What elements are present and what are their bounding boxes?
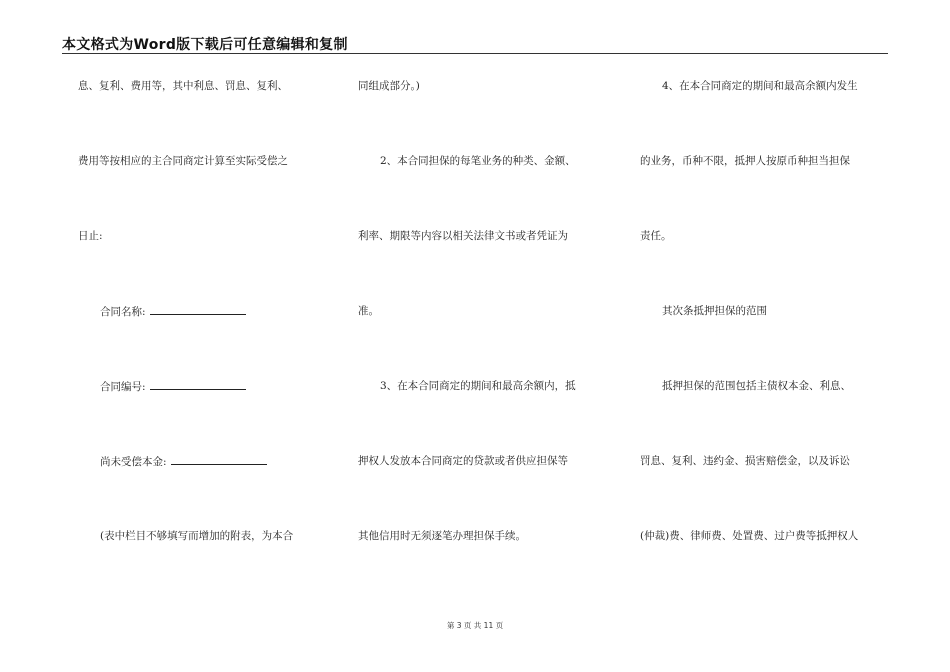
text-line: 押权人发放本合同商定的贷款或者供应担保等 [358,455,568,467]
text-line: 利率、期限等内容以相关法律文书或者凭证为 [358,230,568,242]
text-line: 4、在本合同商定的期间和最高余额内发生 [662,80,858,92]
text-line: 3、在本合同商定的期间和最高余额内，抵 [380,380,576,392]
unpaid-principal-label: 尚未受偿本金: [100,456,167,468]
text-line: 的业务，币种不限，抵押人按原币种担当担保 [640,155,850,167]
contract-name-blank [150,304,246,315]
text-column-3 [640,0,890,672]
unpaid-principal-blank [171,454,267,465]
text-line: 费用等按相应的主合同商定计算至实际受偿之 [78,155,288,167]
text-line: 责任。 [640,230,672,242]
text-line: 息、复利、费用等，其中利息、罚息、复利、 [78,80,288,92]
text-column-2 [358,0,613,672]
text-column-1 [78,0,326,672]
text-line: 罚息、复利、违约金、损害赔偿金，以及诉讼 [640,455,850,467]
contract-name-field [100,304,246,319]
text-line: (表中栏目不够填写而增加的附表，为本合 [100,530,294,542]
header-title: 本文格式为Word版下载后可任意编辑和复制 [62,37,348,53]
text-line: 同组成部分。) [358,80,420,92]
contract-number-label: 合同编号: [100,381,146,393]
text-line: 准。 [358,305,379,317]
text-line: 抵押担保的范围包括主债权本金、利息、 [662,380,851,392]
text-line: (仲裁)费、律师费、处置费、过户费等抵押权人 [640,530,859,542]
section-heading: 其次条抵押担保的范围 [662,305,767,317]
contract-name-label: 合同名称: [100,306,146,318]
text-line: 2、本合同担保的每笔业务的种类、金额、 [380,155,576,167]
text-line: 日止: [78,230,103,242]
text-line: 其他信用时无须逐笔办理担保手续。 [358,530,526,542]
unpaid-principal-field [100,454,267,469]
contract-number-field [100,379,246,394]
contract-number-blank [150,379,246,390]
page-number: 第 3 页 共 11 页 [446,621,504,630]
